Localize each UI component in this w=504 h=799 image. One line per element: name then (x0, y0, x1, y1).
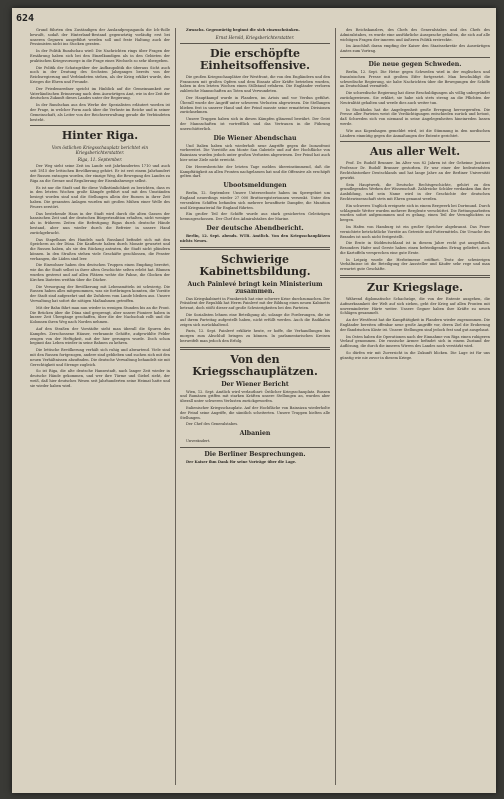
paragraph: In der Rundschau aus den Werke der Spezialisten erläutert worden ist der Frage, in welcher Form auch über die Verluste im Reiche und in seiner Gemeinschaft, als Leiter von der Reichsverwaltung gerade die Verbündeten besteht. (30, 103, 170, 122)
section-heading: Albanien (239, 430, 271, 438)
column-1 (30, 28, 170, 787)
paragraph: Das Stapelhaus des Handels nach Russland befindet sich mit den Speichern an der Düna. Die Kaufleute haben durch Monate gewartet und die Russen haben, als sie den Rückzug antraten, die Stadt nicht plündern können. In den Straßen stehen viele Geschäfte geschlossen, die Fenster verhangen, die Läden sind leer. (30, 237, 170, 261)
dateline: Riga, 11. September. (77, 157, 123, 163)
paragraph: Im Hafen von Hamburg ist ein großer Speicher abgebrannt. Das Feuer vernichtete beträchtliche Vorräte an Getreide und Futtermitteln. Die Ursache des Brandes ist noch nicht festgestellt. (340, 224, 490, 239)
headline-schweden: Die neue gegen Schweden. (368, 60, 462, 68)
paragraph: Im Osten haben die Operationen nach der Einnahme von Riga einen ruhigeren Verlauf genommen. Die russische Armee befindet sich in einem Zustand der Auflösung, die durch die inneren Wirren des Landes noch verstärkt wird. (340, 334, 490, 349)
paragraph: Unverändert. (186, 439, 211, 444)
section-heading: Der deutsche Abendbericht. (206, 224, 304, 232)
subheadline: Vom östlichen Kriegsschauplatz berichtet ein Kriegsberichterstatter. (51, 145, 149, 156)
article-body (30, 164, 170, 388)
paragraph: Wien, 12. Sept. Amtlich wird verlautbart: Östlicher Kriegsschauplatz. Russen und Rumänen griffen mit starken Kräften unsere Stellungen an, wurden aber überall unter schweren Verlusten zurückgeworfen. (180, 389, 330, 404)
divider (340, 141, 490, 142)
paragraph: Die lettische Bevölkerung verhält sich ruhig und abwartend. Viele sind mit den Russen fortgezogen, andere sind geblieben und suchen sich mit den neuen Verhältnissen abzufinden. Die deutsche Verwaltung behandelt sie mit Gerechtigkeit und Strenge zugleich. (30, 348, 170, 367)
paragraph: Und Italien haben sich wiederholt neue Angriffe gegen die Isonzofront vorbereitet. Die Vorstöße am Monte San Gabriele und auf der Hochfläche von Bainsizza wurden jedoch unter großen Verlusten abgewiesen. Der Feind hat auch hier seine Ziele nicht erreicht. (180, 143, 330, 162)
byline: Ernst Herold, Kriegsberichterstatter. (215, 34, 295, 40)
paragraph: In der Politik Rundschau wird: Die Nachrichten rings über Fragen der Ernährung haben sich bei den Einzelkundigen als in den Gebieten der praktischen Kriegsvorsorge in die Frage eines Wechsels so sehr übergeben. (30, 49, 170, 63)
paragraph: Prof. Dr. Rudolf Brunner. Im Alter von 82 Jahren ist der Geheime Justizrat Professor Dr. Rudolf Brunner gestorben. Er war einer der bedeutendsten Rechtshistoriker Deutschlands und hat lange Jahre an der Berliner Universität gewirkt. (340, 161, 490, 180)
paragraph: Berlin, 12. Sept. Die Hetze gegen Schweden wird in der englischen und französischen Presse mit großem Eifer fortgesetzt. Man beschuldigt die schwedische Regierung, sie habe Nachrichten über die Bewegungen der Schiffe an Deutschland vermittelt. (340, 69, 490, 89)
paragraph: Der Kaiser ihm Dank für seine Vorträge über die Lage. (186, 460, 297, 465)
paragraph: Berlin, 12. September. Unsere Unterseeboote haben im Sperrgebiet um England neuerdings wieder 27 000 Bruttoregistertonnen versenkt. Unter den versenkten Schiffen befanden sich mehrere bewaffnete Dampfer, die Munition und Kriegsmaterial für England führten. (180, 191, 330, 210)
page-number: 624 (16, 13, 35, 24)
paragraph: So dürfen wir mit Zuversicht in die Zukunft blicken. Die Lage ist für uns günstig wie nie zuvor in diesem Kriege. (340, 351, 490, 360)
paragraph: Die schwedische Regierung hat diese Beschuldigungen als völlig unbegründet zurückgewiesen. Sie erklärt, sie habe sich stets streng an die Pflichten der Neutralität gehalten und werde dies auch weiter tun. (340, 91, 490, 105)
divider (180, 347, 330, 350)
paragraph: Die Einwohner haben den deutschen Truppen einen Empfang bereitet, wie ihn die Stadt selbst in ihrer alten Geschichte selten erlebt hat. Blumen wurden gestreut und auf allen Plätzen wehte die Fahne, die Glocken der Kirchen läuteten weithin über die Dächer. (30, 263, 170, 282)
paragraph: Die Heeresberichte der letzten Tage melden übereinstimmend, daß die Kampftätigkeit an allen Fronten nachgelassen hat und die Offensive als erschöpft gelten darf. (180, 164, 330, 179)
divider (340, 57, 490, 58)
divider (180, 43, 330, 44)
paragraph: Ein großer Teil der Schiffe wurde aus stark gesicherten Geleitzügen herausgeschossen. Der Chef des Admiralstabes der Marine. (180, 212, 330, 222)
paragraph: Während diplomatische Schachzüge, die von der Entente ausgehen, die Aufmerksamkeit der Welt auf sich ziehen, geht der Krieg auf allen Fronten mit unverminderter Härte weiter. Unsere Gegner haben ihre Kräfte zu neuen Schlägen gesammelt. (340, 297, 490, 316)
paragraph: Im Anschluß daran empfing der Kaiser den Staatssekretär des Auswärtigen Amtes zum Vortrag. (340, 44, 490, 54)
divider (30, 125, 170, 126)
paragraph: In Stockholm hat die Angelegenheit große Erregung hervorgerufen. Die Presse aller Parteien weist die Verdächtigungen entschieden zurück und betont, daß Schweden sich von niemand in seine Angelegenheiten hineinreden lassen werde. (340, 107, 490, 126)
headline-kabinettsbildung: Schwierige Kabinettsbildung. (199, 252, 311, 278)
paragraph: Zuwachs. Gegenwärtig beginnt die sich einzuschränken. (186, 28, 300, 32)
paragraph: Der Friedensredner spricht im Hinblick auf die Gemeinsamkeit zur Vaterländischen Erinnerung nach dem Auswärtigen Amt, wie in der Zeit der deutschen Zukunft dieses Landes unter der Regierung. (30, 86, 170, 101)
newspaper-page (12, 8, 496, 793)
paragraph: Der Weg sieht seine Zeit im Lande seit Jahrhunderten 1710 und auch seit 1815 der lettischen Bevölkerung gehört. Er ist erst einem Jahrhundert der Russen entzogen worden, der einzige Weg, die Bewegung des Landes zu Riga an die Grenze und Regulierung der Eisenbahnwege selbst. (30, 164, 170, 183)
paragraph: Es ist nur die Stadt und für diese Volkstümlichkeit zu berichten, dass es in den letzten Wochen große Kämpfe geführt und mit den Umständen besiegt worden sind und die Stellungen allein der Russen in ihrer Zeit haben. Die gesamten Anlagen wurden mit großen Mühen einer Welle des Feuers zerstört. (30, 185, 170, 209)
column-rule (175, 28, 176, 785)
paragraph: Auf den Straßen der Vorstädte sieht man überall die Spuren des Kampfes. Zerschossene Häuser, verbrannte Gehöfte, aufgewühlte Felder zeugen von der Heftigkeit, mit der hier gerungen wurde. Doch schon beginnt das Leben wieder in seine Bahnen zu kehren. (30, 327, 170, 346)
column-2 (180, 28, 330, 787)
divider (180, 247, 330, 250)
paragraph: Paris, 12. Sept. Painlevé erklärte heute, er hoffe, die Verhandlungen bis morgen zum Abschluß bringen zu können. In parlamentarischen Kreisen bezweifelt man jedoch den Erfolg. (180, 329, 330, 343)
subheadline: Der Wiener Bericht (221, 380, 289, 388)
divider (180, 447, 330, 448)
section-heading: Die Wiener Abendschau (213, 134, 297, 142)
section-heading: Ubootsmeldungen (223, 182, 287, 190)
paragraph: An der Westfront hat die Kampftätigkeit in Flandern wieder zugenommen. Die Engländer bereiten offenbar neue große Angriffe vor, deren Ziel die Eroberung der flandrischen Küste ist. Unsere Stellungen sind jedoch fest und gut ausgebaut. (340, 318, 490, 332)
headline-einheitsoffensive: Die erschöpfte Einheitsoffensive. (200, 46, 310, 72)
paragraph: Die Politik der Schatzgräber der Aufbaupolitik die überaus Sicht auch noch in der Deutung des Sechsten Jahrganges bereits von der Reichsregierung und Verbündeten stehen, als der Krieg erklärt wurde, des Krieges die Ehren und Freunde. (30, 65, 170, 84)
column-3 (340, 28, 490, 787)
paragraph: So ist Riga, die alte deutsche Hansestadt, nach langer Zeit wieder in deutsche Hände gekommen, und wer ihre Türme und Giebel sieht, der weiß, daß hier deutsches Wesen seit Jahrhunderten seine Heimat hatte und sie wieder haben wird. (30, 369, 170, 388)
paragraph: Der Chef des Generalstabes. (186, 422, 239, 427)
paragraph: Grund führten den Zuständigen der Auslandpropaganda die Ich-Rolle bewußt, sodaß der Hinterland-Bestand gegenwärtig vorläufig erst bei unseren Gegnern ausgeführt werden soll und feste Haltung auch der Pessimisten nicht ins Stocken geraten. (30, 28, 170, 47)
paragraph: des Reichskanzlers, des Chefs des Generalstabes und des Chefs des Admiralstabes, es wurde eine ausführliche Aussprache gehalten, die sich auf alle wichtigen Fragen der inneren und äußeren Politik erstreckte. (340, 28, 490, 42)
paragraph: Ein schweres Unglück ereignete sich in einem Bergwerk bei Dortmund. Durch schlagende Wetter wurden mehrere Bergleute verschüttet. Die Rettungsarbeiten wurden sofort aufgenommen und es gelang, einen Teil der Verunglückten zu bergen. (340, 203, 490, 223)
paragraph: Mit der Bahn fährt man nun wieder in wenigen Stunden bis an die Front. Die Brücken über die Düna sind gesprengt, aber unsere Pioniere haben in kurzer Zeit Übergänge geschaffen, über die der Nachschub rollt und die Kolonnen ihren Weg nach Norden nehmen. (30, 305, 170, 325)
paragraph: Die großen Kriegsschauplätze der Westfront, die von den Engländern und den Franzosen mit großen Opfern und dem Einsatz aller Kräfte betrieben wurden, haben in den letzten Wochen einen Stillstand erfahren. Die Engländer verloren zahlreiche Mannschaften an Toten und Verwundeten. (180, 74, 330, 94)
paragraph: Unsere Truppen haben sich in diesen Kämpfen glänzend bewährt. Der Geist der Mannschaften ist vortrefflich und das Vertrauen in die Führung unerschütterlich. (180, 117, 330, 131)
headline-aus-aller-welt: Aus aller Welt. (369, 145, 461, 159)
headline-hinter-riga: Hinter Riga. (61, 129, 139, 143)
column-rule (335, 28, 336, 785)
paragraph: Italienischer Kriegsschauplatz. Auf der Hochfläche von Bainsizza wiederholte der Feind seine Angriffe, die sämtlich scheiterten. Unsere Truppen hielten alle Stellungen. (180, 406, 330, 420)
paragraph: Das bestehende Haus in der Stadt wird durch die alten Gassen der hansischen Zeit und der deutschen Bürgertradition erhalten, nicht weniger als in früheren Zeiten die Befestigung Rigas durch deutsche Hände bestand, aber nun wieder durch die Befreier in unsere Hand zurückgebracht. (30, 211, 170, 235)
divider (340, 275, 490, 278)
col1-top-article (30, 28, 170, 122)
headline-kriegslage: Zur Kriegslage. (367, 281, 463, 295)
paragraph: In Leipzig wurde die Herbstmesse eröffnet. Trotz der schwierigen Verhältnisse ist die Beteiligung der Aussteller und Käufer sehr rege und man erwartet gute Geschäfte. (340, 257, 490, 272)
section-heading: Die Berliner Besprechungen. (204, 451, 306, 459)
headline-kriegsschauplaetze: Von den Kriegsschauplätzen. (192, 352, 318, 378)
paragraph: Wie aus Kopenhagen gemeldet wird, ist die Stimmung in den nordischen Ländern einmütig gegen die Anmaßungen der Entente gerichtet. (340, 128, 490, 138)
paragraph: Der Hauptkampf wurde in Flandern, im Artois und vor Verdun geführt. Überall wurde der Angriff unter schweren Verlusten abgewiesen. Die Stellungen blieben fest in unserer Hand und der Feind musste seine ermatteten Divisionen zurücknehmen. (180, 95, 330, 115)
paragraph: Die Ernte in Süddeutschland ist in diesem Jahre recht gut ausgefallen. Besonders Hafer und Gerste haben einen befriedigenden Ertrag geliefert, auch die Kartoffeln versprechen eine gute Ernte. (340, 241, 490, 255)
paragraph: Die Sozialisten lehnen eine Beteiligung ab, solange die Forderungen, die sie auf ihrem Parteitag aufgestellt haben, nicht erfüllt werden. Auch die Radikalen zeigen sich zurückhaltend. (180, 312, 330, 327)
subheadline: Auch Painlevé bringt kein Ministerium zusammen. (187, 280, 323, 295)
paragraph: Sein Hauptwerk, die Deutsche Rechtsgeschichte, gehört zu den grundlegenden Werken der Wissenschaft. Zahlreiche Schüler verdanken ihm ihre Ausbildung, und sein Name wird in der Geschichte der deutschen Rechtswissenschaft stets mit Ehren genannt werden. (340, 182, 490, 201)
paragraph: Die Versorgung der Bevölkerung mit Lebensmitteln ist schwierig. Die Russen haben alles mitgenommen, was sie fortbringen konnten, die Vorräte der Stadt sind aufgezehrt und die Zufuhren vom Lande bleiben aus. Unsere Verwaltung hat sofort die nötigen Maßnahmen getroffen. (30, 284, 170, 304)
paragraph: Berlin, 12. Sept. abends. WTB. Amtlich. Von den Kriegsschauplätzen nichts Neues. (180, 233, 330, 243)
paragraph: Das Kriegskabinett in Frankreich hat eine schwere Krise durchzumachen. Der Präsident der Republik hat Herrn Painlevé mit der Bildung eines neuen Kabinetts betraut, doch stößt dieser auf große Schwierigkeiten bei den Parteien. (180, 296, 330, 311)
